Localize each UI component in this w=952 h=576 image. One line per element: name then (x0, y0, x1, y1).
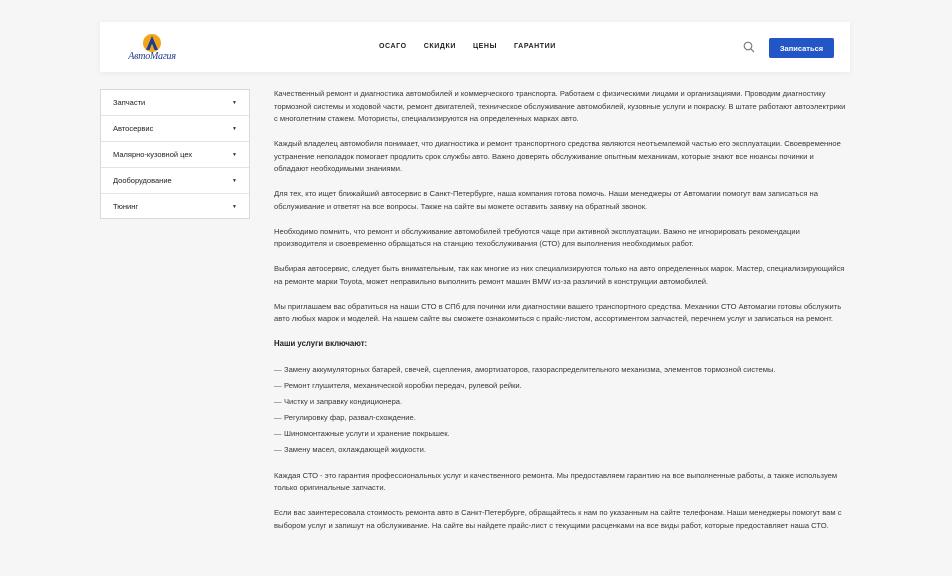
content-paragraph: Мы приглашаем вас обратиться на наши СТО в СПб для починки или диагностики вашего транспортного средства. Механики СТО Автомагии готовы обслужить авто любых марок и моделей. На нашем сайте вы сможете ознакомиться с прайс-листом, ассортиментом запчастей, перечнем услуг и записаться на ремонт. (274, 301, 842, 324)
services-list (274, 362, 850, 458)
list-item: — Регулировку фар, развал-схождение. (274, 410, 850, 426)
caret-down-icon: ▼ (232, 204, 237, 210)
content-paragraph: Для тех, кто ищет ближайший автосервис в Санкт-Петербурге, наша компания готова помочь. Наши менеджеры от Автомагии помогут вам записаться на обслуживание и ответят на все вопросы. Также на сайте вы можете оставить заявку на обратный звонок. (274, 189, 818, 211)
sidebar-item-parts[interactable] (101, 90, 249, 116)
logo-emblem-icon (141, 33, 163, 53)
sidebar-item-bodyshop[interactable] (101, 142, 249, 168)
list-item: — Чистку и заправку кондиционера. (274, 394, 850, 410)
content-paragraph: Выбирая автосервис, следует быть внимательным, так как многие из них специализируются только на авто определенных марок. Мастер, специализирующийся на ремонте марки Toyota, может неправильно выполнить ремонт машин BMW из-за различий в конструкции автомобилей. (274, 264, 845, 286)
nav-osago[interactable]: ОСАГО (379, 43, 407, 50)
search-icon[interactable] (743, 41, 755, 53)
site-header (100, 22, 850, 72)
sidebar-item-autoservice[interactable] (101, 116, 249, 142)
main-nav (379, 43, 573, 53)
logo[interactable] (125, 33, 179, 63)
sidebar-item-label: Тюнинг (113, 202, 139, 211)
content-paragraph: Необходимо помнить, что ремонт и обслуживание автомобилей требуются чаще при активной эксплуатации. Важно не игнорировать рекомендации производителя и своевременно обращаться на станцию техобслуживания (СТО) для выполнения необходимых работ. (274, 226, 800, 249)
list-item: — Замену аккумуляторных батарей, свечей, сцепления, амортизаторов, газораспределительного механизма, элементов тормозной системы. (274, 362, 850, 378)
nav-guarantees[interactable]: ГАРАНТИИ (514, 43, 556, 50)
sidebar-item-label: Малярно-кузовной цех (113, 150, 193, 159)
sidebar-item-extra-equipment[interactable] (101, 168, 249, 194)
list-item: — Шиномонтажные услуги и хранение покрышек. (274, 426, 850, 442)
caret-down-icon: ▼ (232, 100, 237, 106)
content-paragraph: Каждый владелец автомобиля понимает, что диагностика и ремонт транспортного средства являются неотъемлемой частью его эксплуатации. Своевременное устранение неполадок помогает продлить срок службы авто. Важно доверять обслуживание опытным механикам, которые знают все нюансы починки и обладают необходимыми знаниями. (274, 139, 841, 174)
list-item: — Замену масел, охлаждающей жидкости. (274, 442, 850, 458)
main-content (274, 88, 850, 545)
sidebar-item-label: Запчасти (113, 98, 146, 107)
services-heading: Наши услуги включают: (274, 339, 368, 349)
caret-down-icon: ▼ (232, 178, 237, 184)
sidebar-item-tuning[interactable] (101, 194, 249, 220)
logo-text: АвтоМагия (128, 51, 176, 62)
nav-prices[interactable]: ЦЕНЫ (472, 43, 498, 50)
content-paragraph: Если вас заинтересовала стоимость ремонта авто в Санкт-Петербурге, обращайтесь к нам по указанным на сайте телефонам. Наши менеджеры помогут вам с выбором услуг и запишут на обслуживание. На сайте вы найдете прайс-лист с текущими расценками на все виды работ, которые предоставляет наша СТО. (274, 508, 842, 530)
content-paragraph: Каждая СТО - это гарантия профессиональных услуг и качественного ремонта. Мы предоставляем гарантию на все выполненные работы, а также используем только оригинальные запчасти. (274, 470, 838, 493)
sidebar-menu (100, 89, 250, 219)
caret-down-icon: ▼ (232, 152, 237, 158)
signup-button[interactable]: Записаться (769, 38, 834, 58)
list-item: — Ремонт глушителя, механической коробки передач, рулевой рейки. (274, 378, 850, 394)
content-paragraph: Качественный ремонт и диагностика автомобилей и коммерческого транспорта. Работаем с физическими лицами и организациями. Проводим диагностику тормозной системы и ходовой части, ремонт двигателей, техническое обслуживание автомобилей, кузовные услуги и покраску. В штате работают автоэлектрики с многолетним стажем. Мотористы, специализируются на определенных марках авто. (274, 89, 846, 123)
caret-down-icon: ▼ (232, 126, 237, 132)
nav-discounts[interactable]: СКИДКИ (423, 43, 456, 50)
sidebar-item-label: Дооборудование (113, 176, 172, 185)
sidebar-item-label: Автосервис (113, 124, 154, 133)
